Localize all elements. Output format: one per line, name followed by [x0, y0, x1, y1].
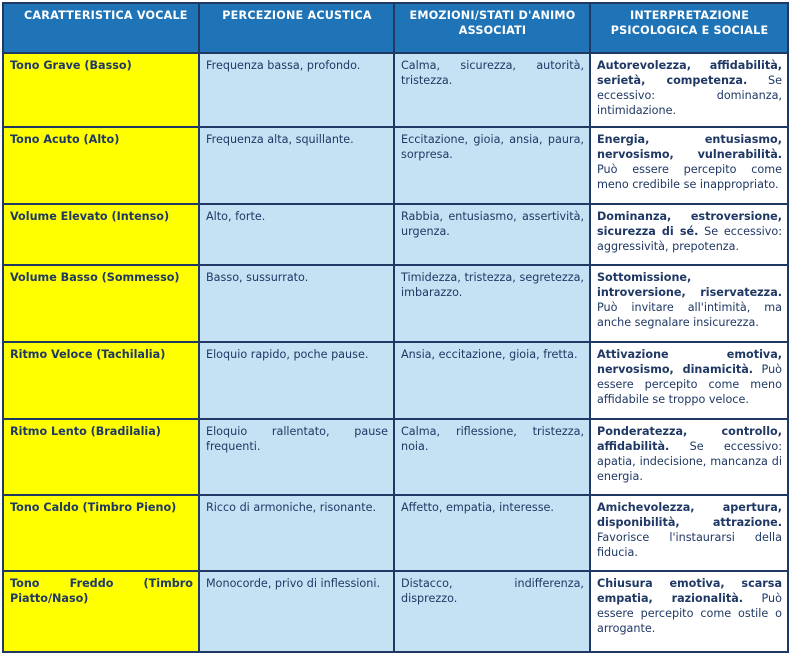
cell-interpretation [590, 204, 788, 265]
cell-perception: Eloquio rapido, poche pause. [199, 342, 394, 419]
cell-characteristic: Tono Freddo (Timbro Piatto/Naso) [3, 571, 199, 652]
table-row [3, 342, 788, 419]
cell-interpretation [590, 342, 788, 419]
header-interpretation: INTERPRETAZIONE PSICOLOGICA E SOCIALE [590, 3, 788, 53]
header-characteristic: CARATTERISTICA VOCALE [3, 3, 199, 53]
cell-interpretation [590, 53, 788, 127]
table-header-row [3, 3, 788, 53]
table-row [3, 53, 788, 127]
table-row [3, 204, 788, 265]
cell-perception: Frequenza alta, squillante. [199, 127, 394, 204]
cell-perception: Ricco di armoniche, risonante. [199, 495, 394, 571]
cell-emotions: Eccitazione, gioia, ansia, paura, sorpresa. [394, 127, 590, 204]
cell-emotions: Timidezza, tristezza, segretezza, imbarazzo. [394, 265, 590, 342]
interpretation-keywords: Autorevolezza, affidabilità, serietà, competenza. [597, 59, 782, 87]
table-row [3, 571, 788, 652]
cell-emotions: Ansia, eccitazione, gioia, fretta. [394, 342, 590, 419]
cell-characteristic: Volume Basso (Sommesso) [3, 265, 199, 342]
interpretation-keywords: Dominanza, estroversione, sicurezza di sé. [597, 210, 782, 238]
cell-perception: Eloquio rallentato, pause frequenti. [199, 419, 394, 495]
cell-emotions: Calma, riflessione, tristezza, noia. [394, 419, 590, 495]
interpretation-keywords: Energia, entusiasmo, nervosismo, vulnerabilità. [597, 133, 782, 161]
interpretation-keywords: Sottomissione, introversione, riservatezza. [597, 271, 782, 299]
interpretation-notes: Può invitare all'intimità, ma anche segnalare insicurezza. [597, 301, 782, 329]
cell-interpretation [590, 571, 788, 652]
interpretation-keywords: Ponderatezza, controllo, affidabilità. [597, 425, 782, 453]
table-row [3, 265, 788, 342]
cell-perception: Basso, sussurrato. [199, 265, 394, 342]
cell-characteristic: Ritmo Veloce (Tachilalia) [3, 342, 199, 419]
cell-perception: Frequenza bassa, profondo. [199, 53, 394, 127]
table-row [3, 419, 788, 495]
table-row [3, 127, 788, 204]
cell-emotions: Calma, sicurezza, autorità, tristezza. [394, 53, 590, 127]
interpretation-notes: Se eccessivo: dominanza, intimidazione. [597, 74, 782, 117]
cell-emotions: Rabbia, entusiasmo, assertività, urgenza. [394, 204, 590, 265]
cell-characteristic: Ritmo Lento (Bradilalia) [3, 419, 199, 495]
cell-emotions: Distacco, indifferenza, disprezzo. [394, 571, 590, 652]
interpretation-notes: Può essere percepito come ostile o arrogante. [597, 592, 782, 635]
header-emotions: EMOZIONI/STATI D'ANIMO ASSOCIATI [394, 3, 590, 53]
cell-perception: Monocorde, privo di inflessioni. [199, 571, 394, 652]
interpretation-keywords: Amichevolezza, apertura, disponibilità, attrazione. [597, 501, 782, 529]
cell-characteristic: Tono Grave (Basso) [3, 53, 199, 127]
interpretation-notes: Può essere percepito come meno credibile se inappropriato. [597, 163, 782, 191]
cell-interpretation [590, 127, 788, 204]
interpretation-notes: Può essere percepito come meno affidabile se troppo veloce. [597, 363, 783, 406]
cell-characteristic: Volume Elevato (Intenso) [3, 204, 199, 265]
interpretation-notes: Se eccessivo: aggressività, prepotenza. [597, 225, 782, 253]
cell-interpretation [590, 495, 788, 571]
interpretation-notes: Favorisce l'instaurarsi della fiducia. [597, 531, 782, 559]
cell-emotions: Affetto, empatia, interesse. [394, 495, 590, 571]
table-row [3, 495, 788, 571]
vocal-characteristics-table [2, 2, 789, 653]
cell-perception: Alto, forte. [199, 204, 394, 265]
cell-interpretation [590, 265, 788, 342]
interpretation-keywords: Attivazione emotiva, nervosismo, dinamicità. [597, 348, 782, 376]
cell-interpretation [590, 419, 788, 495]
interpretation-notes: Se eccessivo: apatia, indecisione, mancanza di energia. [597, 440, 782, 483]
interpretation-keywords: Chiusura emotiva, scarsa empatia, razionalità. [597, 577, 782, 605]
cell-characteristic: Tono Caldo (Timbro Pieno) [3, 495, 199, 571]
header-perception: PERCEZIONE ACUSTICA [199, 3, 394, 53]
cell-characteristic: Tono Acuto (Alto) [3, 127, 199, 204]
